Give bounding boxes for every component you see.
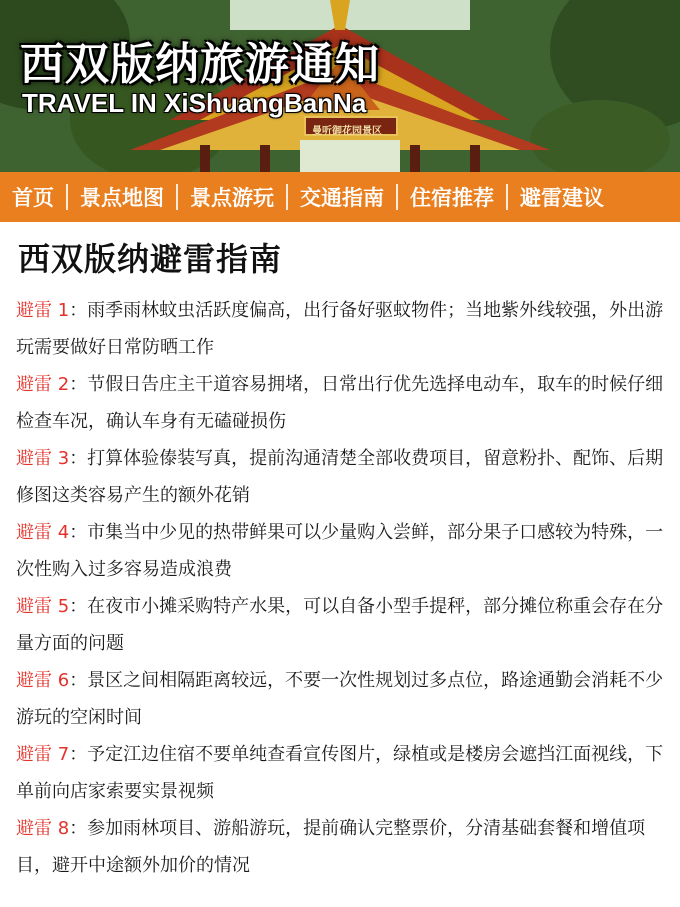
tip-label: 避雷 5 <box>16 596 70 617</box>
top-nav <box>0 172 680 222</box>
page-title: 西双版纳旅游通知 <box>20 39 380 90</box>
nav-divider <box>286 184 288 210</box>
nav-divider <box>396 184 398 210</box>
tip-item <box>16 736 668 810</box>
nav-divider <box>506 184 508 210</box>
tip-text: ：景区之间相隔距离较远，不要一次性规划过多点位，路途通勤会消耗不少游玩的空闲时间 <box>16 670 664 728</box>
tip-text: ：雨季雨林蚊虫活跃度偏高，出行备好驱蚊物件；当地紫外线较强，外出游玩需要做好日常防晒工作 <box>16 300 664 358</box>
tip-label: 避雷 7 <box>16 744 70 765</box>
tip-item <box>16 810 668 884</box>
hero-banner <box>0 0 680 172</box>
section-heading: 西双版纳避雷指南 <box>18 240 283 278</box>
temple-sign: 曼听御花园景区 <box>312 126 382 137</box>
nav-item-attractions[interactable]: 景点游玩 <box>190 186 274 210</box>
nav-item-tips[interactable]: 避雷建议 <box>520 186 604 210</box>
tip-text: ：节假日告庄主干道容易拥堵，日常出行优先选择电动车，取车的时候仔细检查车况，确认车身有无磕碰损伤 <box>16 374 664 432</box>
nav-item-lodging[interactable]: 住宿推荐 <box>410 186 494 210</box>
tip-text: ：市集当中少见的热带鲜果可以少量购入尝鲜，部分果子口感较为特殊，一次性购入过多容易造成浪费 <box>16 522 664 580</box>
tip-label: 避雷 3 <box>16 448 70 469</box>
tip-label: 避雷 6 <box>16 670 70 691</box>
tip-text: ：在夜市小摊采购特产水果，可以自备小型手提秤，部分摊位称重会存在分量方面的问题 <box>16 596 664 654</box>
tip-label: 避雷 1 <box>16 300 70 321</box>
tip-item <box>16 292 668 366</box>
tip-label: 避雷 4 <box>16 522 70 543</box>
tip-label: 避雷 2 <box>16 374 70 395</box>
tip-item <box>16 366 668 440</box>
tip-item <box>16 514 668 588</box>
tip-text: ：参加雨林项目、游船游玩，提前确认完整票价，分清基础套餐和增值项目，避开中途额外加价的情况 <box>16 818 646 876</box>
tip-text: ：打算体验傣装写真，提前沟通清楚全部收费项目，留意粉扑、配饰、后期修图这类容易产生的额外花销 <box>16 448 664 506</box>
nav-divider <box>66 184 68 210</box>
nav-item-transport[interactable]: 交通指南 <box>300 186 384 210</box>
tip-label: 避雷 8 <box>16 818 70 839</box>
nav-item-home[interactable]: 首页 <box>12 186 54 210</box>
nav-divider <box>176 184 178 210</box>
tip-item <box>16 588 668 662</box>
page-subtitle: TRAVEL IN XiShuangBanNa <box>22 88 367 118</box>
nav-item-map[interactable]: 景点地图 <box>80 186 164 210</box>
tips-list <box>16 292 668 884</box>
tip-item <box>16 440 668 514</box>
tip-item <box>16 662 668 736</box>
tip-text: ：予定江边住宿不要单纯查看宣传图片，绿植或是楼房会遮挡江面视线，下单前向店家索要实景视频 <box>16 744 664 802</box>
